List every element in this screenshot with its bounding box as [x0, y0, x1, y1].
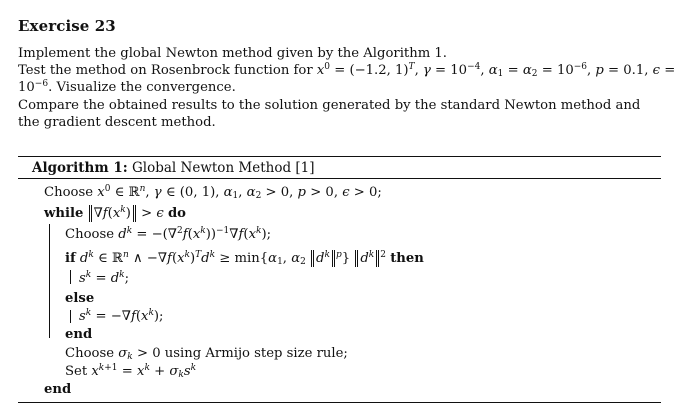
newton-direction-math: $d^k = -(\nabla^2f(x^k))^{-1}\nabla f(x^k)$; [118, 226, 272, 242]
kw-end-while: end [44, 382, 72, 397]
algo-line-sk-gradient [79, 308, 164, 325]
kw-then: then [390, 251, 424, 266]
while-body-bar [49, 224, 50, 338]
sk-equals-dk-math: $s^k = d^k$; [79, 270, 130, 286]
update-math: $x^{k+1} = x^k + \sigma_ks^k$ [91, 363, 197, 380]
algo-line-choose-sigma [65, 345, 348, 362]
if-body-bar [70, 270, 71, 284]
if-condition-math: $d^k$ ∈ ℝ$^n$ ∧ $-\nabla f(x^k)^Td^k \ge \min\{\alpha_1$, $\alpha_2$ $d^k$ $^p$} $d^k$ $^2$ [79, 250, 386, 267]
kw-if: if [65, 251, 76, 266]
algo-line-update [65, 363, 196, 380]
algorithm-caption [32, 160, 315, 176]
algo-line-sk-newton [79, 270, 129, 287]
exercise-compare: Compare the obtained results to the solution generated by the standard Newton method and the gradient descent method. [18, 98, 641, 130]
algorithm-caption-text: Global Newton Method [1] [132, 160, 315, 176]
armijo-text: 0 using Armijo step size rule; [152, 346, 348, 361]
algo-line-end-while [44, 381, 71, 398]
algo-line-while [44, 205, 186, 222]
algo-line-end-if [65, 326, 92, 343]
else-body-bar [70, 310, 71, 323]
kw-else: else [65, 291, 95, 306]
algorithm-bottom-rule [18, 402, 661, 403]
kw-while: while [44, 206, 84, 221]
test-line-2 [18, 79, 663, 96]
while-condition-math: $\nabla f(x^k) > \epsilon$ [88, 206, 164, 221]
test-line-1 [18, 62, 676, 79]
epsilon-value: $10^{-6}$. [18, 79, 53, 95]
algo-choose-text-3: Choose [65, 346, 115, 361]
algo-line-else [65, 290, 94, 307]
algorithm-label: Algorithm 1: [32, 160, 128, 176]
exercise-test-paragraph [18, 62, 676, 96]
sk-gradient-math: $s^k = -\nabla f(x^k)$; [79, 308, 164, 324]
sigma-math: $\sigma_k$ > [118, 346, 148, 362]
algorithm-mid-rule [18, 178, 661, 179]
algo-choose-text-2: Choose [65, 227, 115, 242]
kw-end-if: end [65, 327, 93, 342]
algo-set-text: Set [65, 364, 88, 379]
algo-line-choose-x0 [44, 184, 382, 201]
algorithm-top-rule [18, 156, 661, 157]
algo-init-math: $x^0$ ∈ ℝ$^n$, γ ∈ (0, 1), $\alpha_1$, $\alpha_2 > 0$, p > 0, ϵ > 0; [97, 184, 382, 201]
visualize-text: Visualize the convergence. [56, 80, 236, 95]
algo-line-choose-dk [65, 226, 271, 243]
algo-line-if [65, 250, 424, 267]
kw-do: do [167, 206, 186, 221]
exercise-title: Exercise 23 [18, 17, 116, 35]
test-params-math: $x^0 = (-1.2$, 1)$^T$, $\gamma = 10^{-4}$, $\alpha_1 = \alpha_2 = 10^{-6}$, p = 0.1, ϵ = [316, 62, 676, 79]
algo-choose-text-1: Choose [44, 185, 94, 200]
test-line-prefix: Test the method on Rosenbrock function for [18, 63, 313, 78]
exercise-intro: Implement the global Newton method given by the Algorithm 1. [18, 46, 447, 61]
